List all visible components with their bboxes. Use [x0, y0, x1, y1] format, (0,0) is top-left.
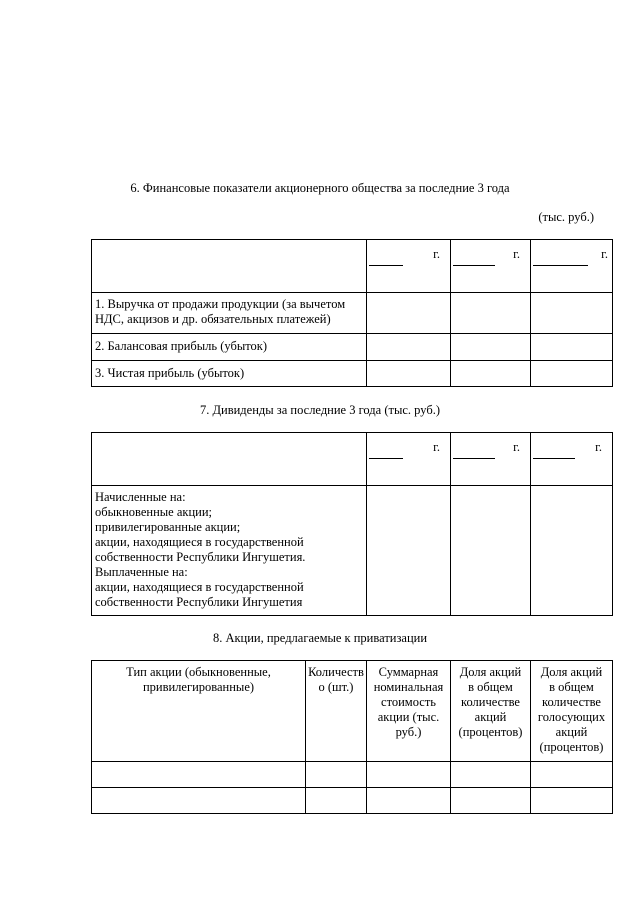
year-suffix: г. [433, 247, 440, 261]
empty-cell [531, 788, 613, 814]
header-empty-cell [92, 240, 367, 293]
dividends-line: акции, находящиеся в государственной [95, 580, 304, 594]
header-quantity: Количество (шт.) [306, 661, 367, 762]
empty-cell [92, 788, 306, 814]
year-column-1 [367, 433, 451, 486]
year-column-2 [451, 433, 531, 486]
value-cell [531, 334, 613, 361]
dividends-line: собственности Республики Ингушетия. [95, 550, 306, 564]
row-label-net-profit: 3. Чистая прибыль (убыток) [92, 361, 367, 387]
header-nominal-value: Суммарная номинальная стоимость акции (тыс. руб.) [367, 661, 451, 762]
empty-cell [367, 788, 451, 814]
row-label-balance-profit: 2. Балансовая прибыль (убыток) [92, 334, 367, 361]
value-cell [451, 334, 531, 361]
year-suffix: г. [595, 440, 602, 454]
section7-title: 7. Дивиденды за последние 3 года (тыс. руб.) [200, 403, 440, 417]
empty-cell [451, 762, 531, 788]
value-cell [367, 486, 451, 616]
year-suffix: г. [601, 247, 608, 261]
year-column-1 [367, 240, 451, 293]
empty-cell [92, 762, 306, 788]
value-cell [367, 361, 451, 387]
financial-table [91, 239, 613, 387]
value-cell [367, 334, 451, 361]
value-cell [451, 486, 531, 616]
empty-cell [451, 788, 531, 814]
empty-cell [367, 762, 451, 788]
header-share-type: Тип акции (обыкновенные, привилегированные) [92, 661, 306, 762]
value-cell [367, 293, 451, 334]
year-blank-line [453, 265, 495, 266]
header-voting-percent: Доля акций в общем количестве голосующих акций (процентов) [531, 661, 613, 762]
year-column-3 [531, 240, 613, 293]
year-blank-line [369, 265, 403, 266]
section6-title: 6. Финансовые показатели акционерного общества за последние 3 года [130, 181, 510, 195]
year-blank-line [533, 265, 588, 266]
year-column-3 [531, 433, 613, 486]
section8-title: 8. Акции, предлагаемые к приватизации [212, 631, 428, 645]
year-blank-line [453, 458, 495, 459]
dividends-line: обыкновенные акции; [95, 505, 213, 519]
year-suffix: г. [433, 440, 440, 454]
empty-cell [531, 762, 613, 788]
value-cell [451, 361, 531, 387]
row-label-revenue: 1. Выручка от продажи продукции (за вычетом НДС, акцизов и др. обязательных платежей) [92, 293, 367, 334]
units-label: (тыс. руб.) [538, 210, 594, 224]
value-cell [531, 486, 613, 616]
shares-table [91, 660, 613, 814]
dividends-table [91, 432, 613, 616]
year-column-2 [451, 240, 531, 293]
value-cell [531, 293, 613, 334]
value-cell [451, 293, 531, 334]
dividends-line: собственности Республики Ингушетия [95, 595, 303, 609]
year-blank-line [533, 458, 575, 459]
year-suffix: г. [513, 440, 520, 454]
header-share-percent: Доля акций в общем количестве акций (процентов) [451, 661, 531, 762]
header-empty-cell [92, 433, 367, 486]
dividends-description [92, 486, 367, 616]
year-blank-line [369, 458, 403, 459]
empty-cell [306, 788, 367, 814]
year-suffix: г. [513, 247, 520, 261]
dividends-line: Начисленные на: [95, 490, 186, 504]
value-cell [531, 361, 613, 387]
dividends-line: привилегированные акции; [95, 520, 241, 534]
empty-cell [306, 762, 367, 788]
dividends-line: акции, находящиеся в государственной [95, 535, 304, 549]
dividends-line: Выплаченные на: [95, 565, 188, 579]
